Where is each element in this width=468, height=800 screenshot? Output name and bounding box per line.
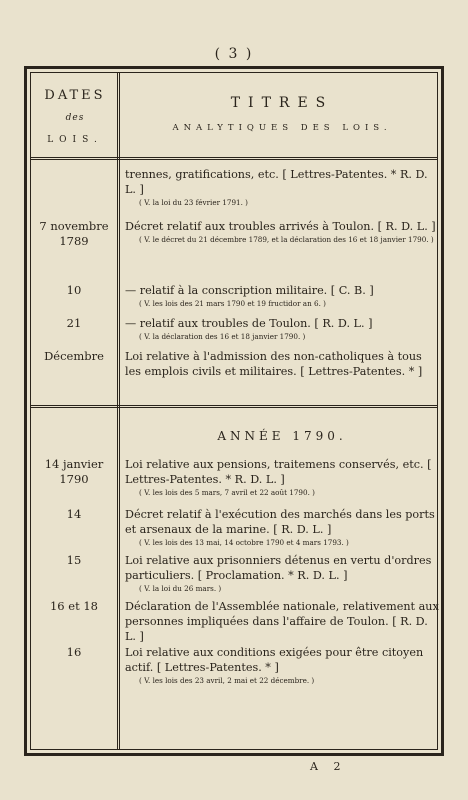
entry-text xyxy=(125,219,439,245)
entry-date: 21 xyxy=(66,316,82,330)
column-divider xyxy=(117,73,120,749)
dates-header-line2: des xyxy=(65,113,85,123)
table-inner xyxy=(30,72,438,750)
entry-text xyxy=(125,349,439,379)
section-rule xyxy=(31,405,437,408)
entry-title: Décret relatif aux troubles arrivés à Toulon. [ R. D. L. ] xyxy=(125,220,436,233)
entry-title: Loi relative aux conditions exigées pour être citoyen actif. [ Lettres-Patentes. * ] xyxy=(125,646,424,674)
entry-note: ( V. la déclaration des 16 et 18 janvier 1790. ) xyxy=(139,332,306,341)
page-number: ( 3 ) xyxy=(214,46,254,62)
entry-note: ( V. le décret du 21 décembre 1789, et la déclaration des 16 et 18 janvier 1790. ) xyxy=(139,235,434,244)
entry-title: Décret relatif à l'exécution des marchés dans les ports et arsenaux de la marine. [ R. D. L. ] xyxy=(125,508,435,536)
entry-text xyxy=(125,553,439,594)
dates-header xyxy=(35,85,115,151)
entry-date: 14 janvier 1790 xyxy=(44,457,104,486)
entry-title: trennes, gratifications, etc. [ Lettres-Patentes. * R. D. L. ] xyxy=(125,168,428,196)
header-rule xyxy=(31,157,437,160)
entry-title: — relatif aux troubles de Toulon. [ R. D. L. ] xyxy=(125,317,373,330)
entry-title: Loi relative aux pensions, traitemens conservés, etc. [ Lettres-Patentes. * R. D. L. ] xyxy=(125,458,432,486)
dates-header-line1: DATES xyxy=(44,88,106,103)
entry-date: 10 xyxy=(66,283,82,297)
entry-date: Décembre xyxy=(44,349,104,363)
entry-title: — relatif à la conscription militaire. [ C. B. ] xyxy=(125,284,374,297)
entry-note: ( V. les lois des 13 mai, 14 octobre 1790 et 4 mars 1793. ) xyxy=(139,538,349,547)
entry-date: 15 xyxy=(66,553,82,567)
entry-date: 7 novembre 1789 xyxy=(39,219,109,248)
entry-date: 16 et 18 xyxy=(49,599,98,613)
entry-note: ( V. la loi du 23 février 1791. ) xyxy=(139,198,248,207)
entry-text xyxy=(125,167,439,208)
entry-text xyxy=(125,507,439,548)
entry-text xyxy=(125,599,439,644)
entry-note: ( V. les lois des 21 mars 1790 et 19 fructidor an 6. ) xyxy=(139,299,326,308)
entry-text xyxy=(125,457,439,498)
table-frame xyxy=(24,66,444,756)
analytiques-header: ANALYTIQUES DES LOIS. xyxy=(172,123,392,133)
entry-note: ( V. la loi du 26 mars. ) xyxy=(139,584,222,593)
entry-text xyxy=(125,283,439,309)
entry-note: ( V. les lois des 23 avril, 2 mai et 22 décembre. ) xyxy=(139,676,315,685)
dates-header-line3: LOIS. xyxy=(47,135,103,145)
titres-header: TITRES xyxy=(230,95,334,111)
entry-title: Loi relative aux prisonniers détenus en vertu d'ordres particuliers. [ Proclamation. * R. D. L. ] xyxy=(125,554,432,582)
entry-title: Loi relative à l'admission des non-catholiques à tous les emplois civils et militaires. [ Lettres-Patentes. * ] xyxy=(125,350,423,378)
entry-title: Déclaration de l'Assemblée nationale, relativement aux personnes impliquées dans l'affaire de Toulon. [ R. D. L. ] xyxy=(125,600,439,643)
entry-text xyxy=(125,645,439,686)
entry-text xyxy=(125,316,439,342)
entry-date: 16 xyxy=(66,645,82,659)
year-heading: ANNÉE 1790. xyxy=(217,429,347,443)
signature-mark: A 2 xyxy=(310,760,347,773)
entry-note: ( V. les lois des 5 mars, 7 avril et 22 août 1790. ) xyxy=(139,488,315,497)
entry-date: 14 xyxy=(66,507,82,521)
